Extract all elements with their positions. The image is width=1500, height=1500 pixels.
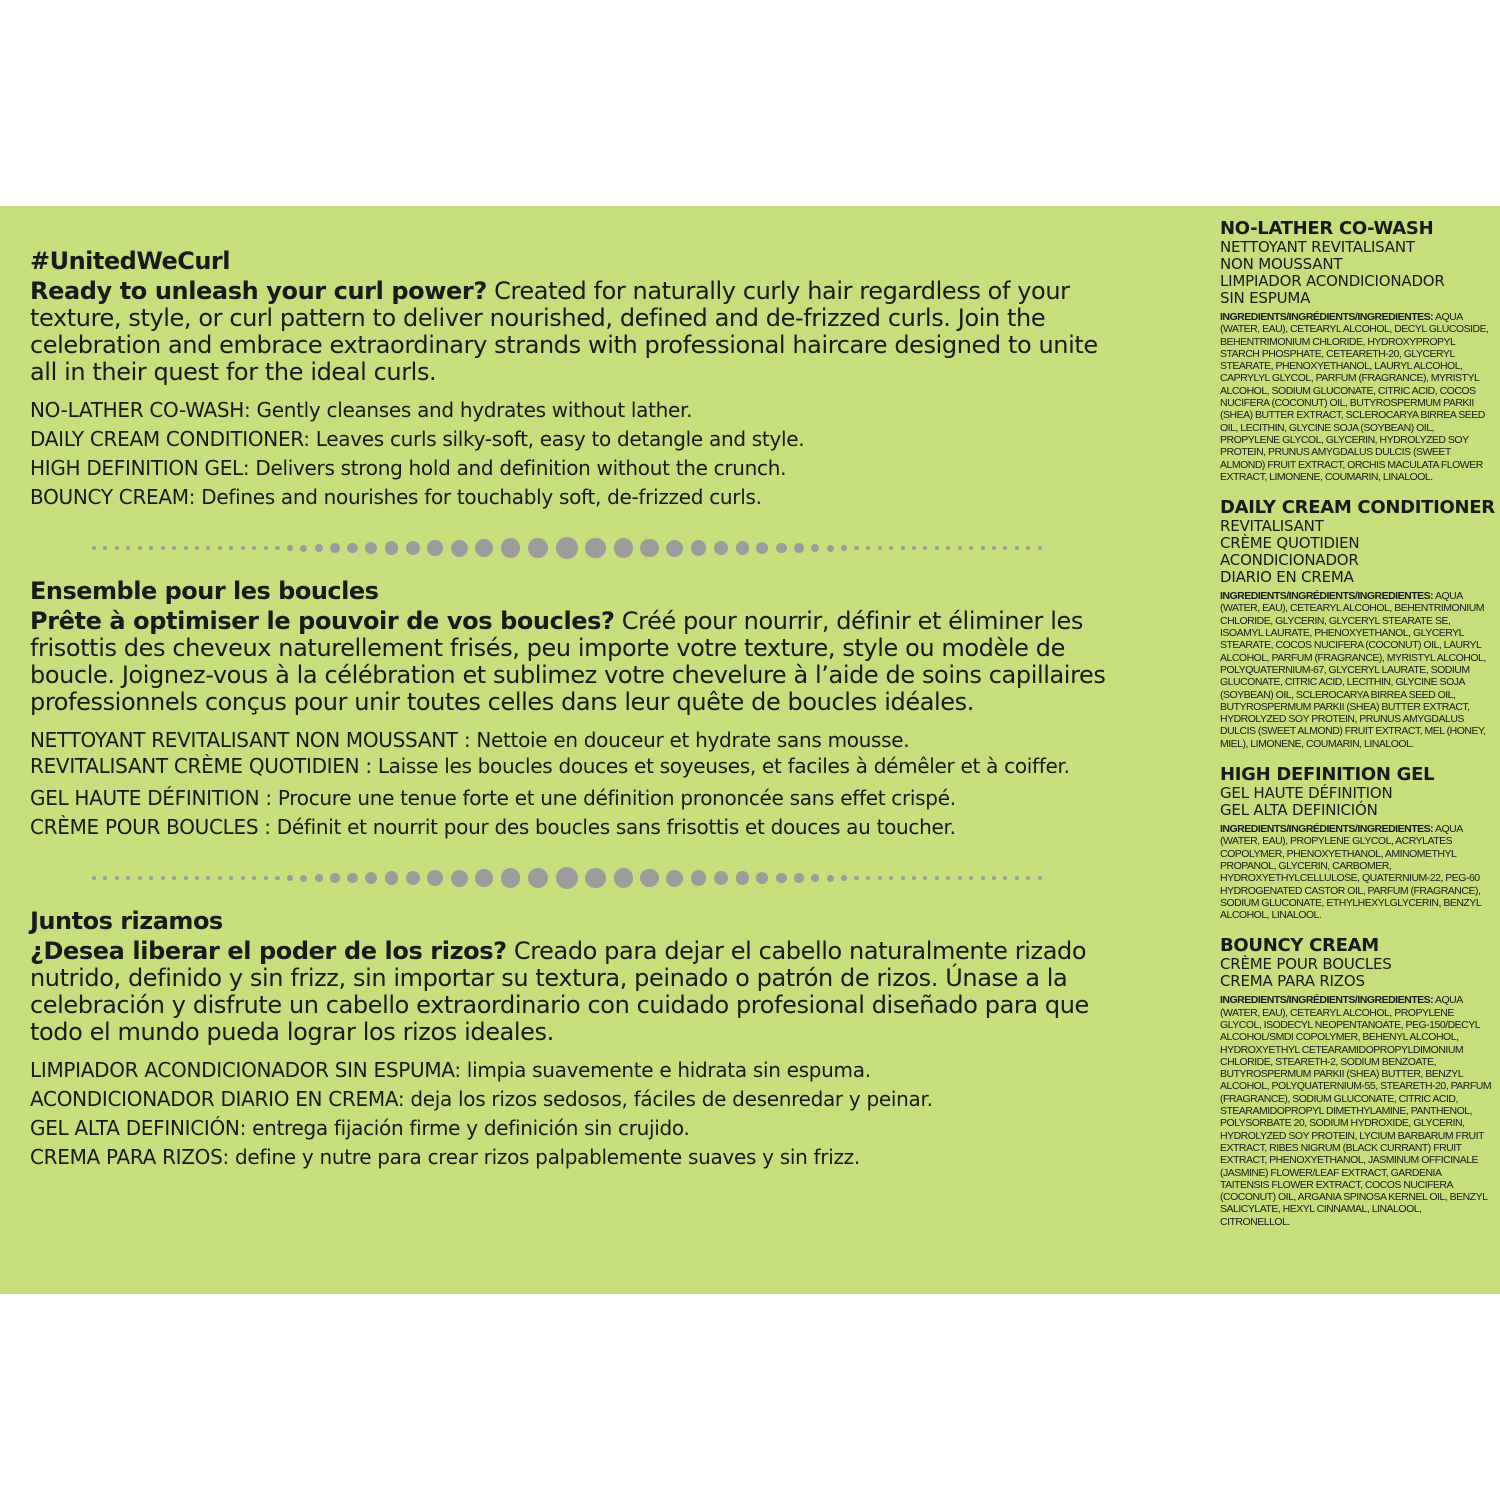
section-spanish bbox=[30, 906, 1120, 1172]
divider-dot bbox=[811, 544, 819, 552]
ingredient-subtitle: CRÈME POUR BOUCLES bbox=[1220, 955, 1392, 974]
ingredient-title: HIGH DEFINITION GEL bbox=[1220, 764, 1435, 786]
ingredient-label: INGREDIENTS/INGRÉDIENTS/INGREDIENTES: bbox=[1220, 311, 1434, 323]
divider-dot bbox=[427, 540, 443, 556]
divider-dot bbox=[946, 876, 950, 880]
divider-dot bbox=[827, 545, 834, 552]
product-name: NO-LATHER CO-WASH bbox=[30, 398, 245, 422]
divider-dot bbox=[969, 546, 973, 550]
product-desc: : Définit et nourrit pour des boucles sans frisottis et douces au toucher. bbox=[258, 815, 956, 839]
divider-dot bbox=[841, 875, 847, 881]
divider-dot bbox=[958, 546, 962, 550]
product-name: BOUNCY CREAM bbox=[30, 485, 189, 509]
divider-dot bbox=[241, 546, 245, 550]
divider-dot bbox=[195, 876, 199, 880]
divider-dot bbox=[115, 876, 119, 880]
divider-dot bbox=[365, 542, 377, 554]
product-name: CREMA PARA RIZOS bbox=[30, 1145, 223, 1169]
divider-dot bbox=[1026, 876, 1030, 880]
divider-dot bbox=[901, 876, 905, 880]
list-item bbox=[30, 483, 1120, 512]
product-name: DAILY CREAM CONDITIONER bbox=[30, 427, 304, 451]
divider-dot bbox=[501, 538, 521, 558]
divider-dot bbox=[935, 876, 939, 880]
section-english bbox=[30, 246, 1120, 512]
product-desc: : Leaves curls silky-soft, easy to detangle and style. bbox=[303, 427, 805, 451]
divider-dot bbox=[161, 546, 165, 550]
divider-dot bbox=[252, 876, 256, 880]
divider-dot bbox=[184, 876, 188, 880]
divider-dot bbox=[330, 873, 340, 883]
divider-dot bbox=[264, 876, 268, 880]
divider-dot bbox=[946, 546, 950, 550]
product-desc: : Laisse les boucles douces et soyeuses, et faciles à démêler et à coiffer. bbox=[359, 754, 1070, 778]
divider-dot bbox=[206, 876, 210, 880]
ingredient-label: INGREDIENTS/INGRÉDIENTS/INGREDIENTES: bbox=[1220, 590, 1434, 603]
divider-dot bbox=[878, 876, 882, 880]
divider-dot bbox=[300, 545, 307, 552]
divider-dot bbox=[841, 545, 847, 551]
divider-dot bbox=[1003, 876, 1007, 880]
list-item bbox=[30, 1085, 1120, 1114]
product-name: REVITALISANT CRÈME QUOTIDIEN bbox=[30, 754, 360, 778]
ingredient-subtitle: SIN ESPUMA bbox=[1220, 289, 1311, 307]
product-desc: : define y nutre para crear rizos palpablemente suaves y sin frizz. bbox=[222, 1145, 860, 1169]
intro-bold: Ready to unleash your curl power? bbox=[30, 277, 487, 305]
divider-dot bbox=[161, 876, 165, 880]
divider-dot bbox=[614, 538, 634, 558]
dot-divider bbox=[92, 862, 1042, 894]
divider-dot bbox=[149, 876, 153, 880]
intro-text: Créé pour nourrir, définir et éliminer les frisottis des cheveux naturellement frisés, peu importe votre texture, style ou modèle de boucle. Joignez-vous à la célébration et sublimez votre chevelure à l’aide de soins capillaires professionnels conçus pour unir toutes celles dans leur quête de boucles idéales. bbox=[30, 607, 1106, 716]
ingredient-subtitle: CRÈME QUOTIDIEN bbox=[1220, 534, 1360, 553]
divider-dot bbox=[854, 546, 859, 551]
divider-dot bbox=[92, 546, 96, 550]
product-name: NETTOYANT REVITALISANT NON MOUSSANT bbox=[30, 728, 458, 752]
divider-dot bbox=[149, 546, 153, 550]
ingredient-block-co-wash bbox=[1220, 218, 1500, 483]
divider-dot bbox=[912, 876, 916, 880]
divider-dot bbox=[172, 876, 176, 880]
divider-dot bbox=[138, 876, 142, 880]
divider-dot bbox=[475, 539, 493, 557]
divider-dot bbox=[866, 546, 870, 550]
divider-dot bbox=[1038, 876, 1042, 880]
divider-dot bbox=[385, 541, 398, 554]
divider-dot bbox=[736, 871, 749, 884]
divider-dot bbox=[889, 546, 893, 550]
divider-dot bbox=[827, 875, 834, 882]
divider-dot bbox=[901, 546, 905, 550]
intro-text: Created for naturally curly hair regardless of your texture, style, or curl pattern to deliver nourished, defined and de-frizzed curls. Join the celebration and embrace extraordinary strands with professional haircare designed to unite all in their quest for the ideal curls. bbox=[30, 277, 1098, 386]
divider-dot bbox=[889, 876, 893, 880]
divider-dot bbox=[406, 871, 421, 886]
list-item bbox=[30, 425, 1120, 454]
product-name: ACONDICIONADOR DIARIO EN CREMA bbox=[30, 1087, 398, 1111]
product-name: GEL ALTA DEFINICIÓN bbox=[30, 1116, 240, 1140]
divider-dot bbox=[556, 537, 578, 559]
ingredient-subtitle: GEL HAUTE DÉFINITION bbox=[1220, 784, 1393, 803]
product-name: CRÈME POUR BOUCLES bbox=[30, 815, 259, 839]
section-french bbox=[30, 576, 1120, 842]
divider-dot bbox=[756, 542, 768, 554]
ingredient-label: INGREDIENTS/INGRÉDIENTS/INGREDIENTES: bbox=[1220, 823, 1434, 836]
section-title: Ensemble pour les boucles bbox=[30, 577, 379, 605]
description-column bbox=[30, 246, 1120, 1172]
list-item bbox=[30, 396, 1120, 425]
divider-dot bbox=[126, 876, 130, 880]
divider-dot bbox=[614, 868, 634, 888]
product-name: GEL HAUTE DÉFINITION bbox=[30, 786, 260, 810]
list-item bbox=[30, 813, 1120, 842]
section-title: #UnitedWeCurl bbox=[30, 247, 230, 275]
divider-dot bbox=[794, 543, 804, 553]
divider-dot bbox=[528, 538, 549, 559]
ingredient-title: BOUNCY CREAM bbox=[1220, 935, 1379, 957]
ingredient-subtitle: NON MOUSSANT bbox=[1220, 255, 1343, 273]
ingredient-text: AQUA (WATER, EAU), PROPYLENE GLYCOL, ACRYLATES COPOLYMER, PHENOXYETHANOL, AMINOMETHYL PROPANOL, GLYCERIN, CARBOMER, HYDROXYETHYLCELLULOSE, QUATERNIUM-22, PEG-60 HYDROGENATED CASTOR OIL, PARFUM (FRAGRANCE), SODIUM GLUCONATE, ETHYLHEXYLGLYCERIN, BENZYL ALCOHOL, LINALOOL. bbox=[1220, 823, 1481, 922]
divider-dot bbox=[103, 546, 107, 550]
divider-dot bbox=[854, 876, 859, 881]
ingredient-subtitle: LIMPIADOR ACONDICIONADOR bbox=[1220, 272, 1445, 290]
divider-dot bbox=[736, 541, 749, 554]
product-desc: : Procure une tenue forte et une définition prononcée sans effet crispé. bbox=[259, 786, 956, 810]
section-intro bbox=[30, 608, 1120, 716]
divider-dot bbox=[756, 872, 768, 884]
product-list bbox=[30, 396, 1120, 512]
product-desc: : limpia suavemente e hidrata sin espuma. bbox=[454, 1058, 871, 1082]
divider-dot bbox=[1026, 546, 1030, 550]
divider-dot bbox=[427, 870, 443, 886]
ingredient-subtitle: CREMA PARA RIZOS bbox=[1220, 972, 1365, 991]
product-desc: : Gently cleanses and hydrates without lather. bbox=[244, 398, 693, 422]
divider-dot bbox=[640, 539, 658, 557]
divider-dot bbox=[1015, 546, 1019, 550]
divider-dot bbox=[923, 876, 927, 880]
divider-dot bbox=[794, 873, 804, 883]
section-intro bbox=[30, 938, 1120, 1046]
intro-bold: Prête à optimiser le pouvoir de vos boucles? bbox=[30, 607, 615, 635]
divider-dot bbox=[347, 873, 358, 884]
ingredient-list bbox=[1220, 823, 1492, 921]
divider-dot bbox=[1015, 876, 1019, 880]
ingredient-text: AQUA (WATER, EAU), CETEARYL ALCOHOL, DECYL GLUCOSIDE, BEHENTRIMONIUM CHLORIDE, HYDROXYPROPYL STARCH PHOSPHATE, CETEARETH-20, GLYCERYL STEARATE, PHENOXYETHANOL, LAURYL ALCOHOL, CAPRYLYL GLYCOL, PARFUM (FRAGRANCE), MYRISTYL ALCOHOL, SODIUM GLUCONATE, CITRIC ACID, COCOS NUCIFERA (COCONUT) OIL, BUTYROSPERMUM PARKII (SHEA) BUTTER EXTRACT, SCLEROCARYA BIRREA SEED OIL, LECITHIN, GLYCINE SOJA (SOYBEAN) OIL, PROPYLENE GLYCOL, GLYCERIN, HYDROLYZED SOY PROTEIN, PRUNUS AMYGDALUS DULCIS (SWEET ALMOND) FRUIT EXTRACT, ORCHIS MACULATA FLOWER EXTRACT, LIMONENE, COUMARIN, LINALOOL. bbox=[1220, 311, 1489, 483]
product-name: HIGH DEFINITION GEL bbox=[30, 456, 243, 480]
dot-divider bbox=[92, 532, 1042, 564]
divider-dot bbox=[206, 546, 210, 550]
list-item bbox=[30, 1143, 1120, 1172]
divider-dot bbox=[385, 871, 398, 884]
divider-dot bbox=[241, 876, 245, 880]
divider-dot bbox=[501, 868, 521, 888]
divider-dot bbox=[252, 546, 256, 550]
divider-dot bbox=[195, 546, 199, 550]
divider-dot bbox=[287, 545, 293, 551]
intro-bold: ¿Desea liberar el poder de los rizos? bbox=[30, 937, 507, 965]
divider-dot bbox=[691, 540, 707, 556]
product-desc: : deja los rizos sedosos, fáciles de desenredar y peinar. bbox=[397, 1087, 933, 1111]
product-desc: : Nettoie en douceur et hydrate sans mousse. bbox=[457, 728, 910, 752]
divider-dot bbox=[981, 546, 985, 550]
product-name: LIMPIADOR ACONDICIONADOR SIN ESPUMA bbox=[30, 1058, 455, 1082]
divider-dot bbox=[115, 546, 119, 550]
divider-dot bbox=[640, 869, 658, 887]
ingredient-text: AQUA (WATER, EAU), CETEARYL ALCOHOL, PROPYLENE GLYCOL, ISODECYL NEOPENTANOATE, PEG-150/DECYL ALCOHOL/SMDI COPOLYMER, BEHENYL ALCOHOL, HYDROXYETHYL CETEARAMIDOPROPYLDIMONIUM CHLORIDE, STEARETH-2, SODIUM BENZOATE, BUTYROSPERMUM PARKII (SHEA) BUTTER, BENZYL ALCOHOL, POLYQUATERNIUM-55, STEARETH-20, PARFUM (FRAGRANCE), SODIUM GLUCONATE, CITRIC ACID, STEARAMIDOPROPYL DIMETHYLAMINE, PANTHENOL, POLYSORBATE 20, SODIUM HYDROXIDE, GLYCERIN, HYDROLYZED SOY PROTEIN, LYCIUM BARBARUM FRUIT EXTRACT, RIBES NIGRUM (BLACK CURRANT) FRUIT EXTRACT, PHENOXYETHANOL, JASMINUM OFFICINALE (JASMINE) FLOWER/LEAF EXTRACT, GARDENIA TAITENSIS FLOWER EXTRACT, COCOS NUCIFERA (COCONUT) OIL, ARGANIA SPINOSA KERNEL OIL, BENZYL SALICYLATE, HEXYL CINNAMAL, LINALOOL, CITRONELLOL. bbox=[1220, 994, 1492, 1228]
product-list bbox=[30, 726, 1120, 842]
ingredient-subtitle: REVITALISANT bbox=[1220, 517, 1324, 536]
section-title: Juntos rizamos bbox=[30, 907, 223, 935]
divider-dot bbox=[866, 876, 870, 880]
divider-dot bbox=[92, 876, 96, 880]
ingredient-list bbox=[1220, 994, 1492, 1228]
divider-dot bbox=[935, 546, 939, 550]
divider-dot bbox=[451, 540, 468, 557]
ingredient-list bbox=[1220, 590, 1492, 750]
list-item bbox=[30, 1056, 1120, 1085]
ingredients-column bbox=[1220, 218, 1500, 1242]
ingredient-subtitle: GEL ALTA DEFINICIÓN bbox=[1220, 801, 1378, 820]
divider-dot bbox=[126, 546, 130, 550]
divider-dot bbox=[406, 541, 421, 556]
product-desc: : entrega fijación firme y definición sin crujido. bbox=[239, 1116, 690, 1140]
ingredient-title: NO-LATHER CO-WASH bbox=[1220, 218, 1434, 239]
divider-dot bbox=[451, 870, 468, 887]
divider-dot bbox=[666, 540, 683, 557]
divider-dot bbox=[275, 876, 280, 881]
divider-dot bbox=[330, 543, 340, 553]
divider-dot bbox=[556, 867, 578, 889]
divider-dot bbox=[666, 870, 683, 887]
product-desc: : Delivers strong hold and definition without the crunch. bbox=[242, 456, 787, 480]
divider-dot bbox=[714, 871, 729, 886]
list-item bbox=[30, 726, 1120, 755]
divider-dot bbox=[981, 876, 985, 880]
divider-dot bbox=[992, 876, 996, 880]
ingredient-block-gel bbox=[1220, 764, 1500, 921]
ingredient-title: DAILY CREAM CONDITIONER bbox=[1220, 497, 1495, 519]
divider-dot bbox=[365, 872, 377, 884]
divider-dot bbox=[1003, 546, 1007, 550]
list-item bbox=[30, 454, 1120, 483]
divider-dot bbox=[229, 546, 233, 550]
divider-dot bbox=[138, 546, 142, 550]
ingredient-list bbox=[1220, 311, 1492, 483]
divider-dot bbox=[992, 546, 996, 550]
divider-dot bbox=[264, 546, 268, 550]
divider-dot bbox=[585, 538, 606, 559]
divider-dot bbox=[878, 546, 882, 550]
ingredient-block-conditioner bbox=[1220, 497, 1500, 750]
list-item bbox=[30, 1114, 1120, 1143]
divider-dot bbox=[475, 869, 493, 887]
divider-dot bbox=[969, 876, 973, 880]
list-item bbox=[30, 755, 1120, 777]
divider-dot bbox=[585, 868, 606, 889]
ingredient-subtitle: NETTOYANT REVITALISANT bbox=[1220, 238, 1415, 256]
divider-dot bbox=[218, 876, 222, 880]
product-list bbox=[30, 1056, 1120, 1172]
label-panel bbox=[0, 206, 1500, 1294]
divider-dot bbox=[691, 870, 707, 886]
divider-dot bbox=[776, 543, 787, 554]
ingredient-block-bouncy-cream bbox=[1220, 935, 1500, 1228]
ingredient-subtitle: ACONDICIONADOR bbox=[1220, 551, 1359, 570]
divider-dot bbox=[811, 874, 819, 882]
product-desc: : Defines and nourishes for touchably soft, de-frizzed curls. bbox=[188, 485, 762, 509]
divider-dot bbox=[287, 875, 293, 881]
divider-dot bbox=[218, 546, 222, 550]
divider-dot bbox=[315, 874, 323, 882]
divider-dot bbox=[1038, 546, 1042, 550]
divider-dot bbox=[184, 546, 188, 550]
divider-dot bbox=[923, 546, 927, 550]
divider-dot bbox=[229, 876, 233, 880]
ingredient-subtitle: DIARIO EN CREMA bbox=[1220, 568, 1354, 587]
divider-dot bbox=[714, 541, 729, 556]
divider-dot bbox=[912, 546, 916, 550]
ingredient-label: INGREDIENTS/INGRÉDIENTS/INGREDIENTES: bbox=[1220, 994, 1434, 1007]
ingredient-text: AQUA (WATER, EAU), CETEARYL ALCOHOL, BEHENTRIMONIUM CHLORIDE, GLYCERIN, GLYCERYL STEARATE SE, ISOAMYL LAURATE, PHENOXYETHANOL, GLYCERYL STEARATE, COCOS NUCIFERA (COCONUT) OIL, LAURYL ALCOHOL, PARFUM (FRAGRANCE), MYRISTYL ALCOHOL, POLYQUATERNIUM-67, GLYCERYL LAURATE, SODIUM GLUCONATE, CITRIC ACID, LECITHIN, GLYCINE SOJA (SOYBEAN) OIL, SCLEROCARYA BIRREA SEED OIL, BUTYROSPERMUM PARKII (SHEA) BUTTER EXTRACT, HYDROLYZED SOY PROTEIN, PRUNUS AMYGDALUS DULCIS (SWEET ALMOND) FRUIT EXTRACT, MEL (HONEY, MIEL), LIMONENE, COUMARIN, LINALOOL. bbox=[1220, 590, 1486, 750]
divider-dot bbox=[103, 876, 107, 880]
divider-dot bbox=[275, 546, 280, 551]
list-item bbox=[30, 784, 1120, 813]
divider-dot bbox=[172, 546, 176, 550]
divider-dot bbox=[315, 544, 323, 552]
divider-dot bbox=[958, 876, 962, 880]
divider-dot bbox=[300, 875, 307, 882]
intro-text: Creado para dejar el cabello naturalmente rizado nutrido, definido y sin frizz, sin importar su textura, peinado o patrón de rizos. Únase a la celebración y disfrute un cabello extraordinario con cuidado profesional diseñado para que todo el mundo pueda lograr los rizos ideales. bbox=[30, 937, 1089, 1046]
section-intro bbox=[30, 278, 1120, 386]
divider-dot bbox=[776, 873, 787, 884]
divider-dot bbox=[347, 543, 358, 554]
divider-dot bbox=[528, 868, 549, 889]
